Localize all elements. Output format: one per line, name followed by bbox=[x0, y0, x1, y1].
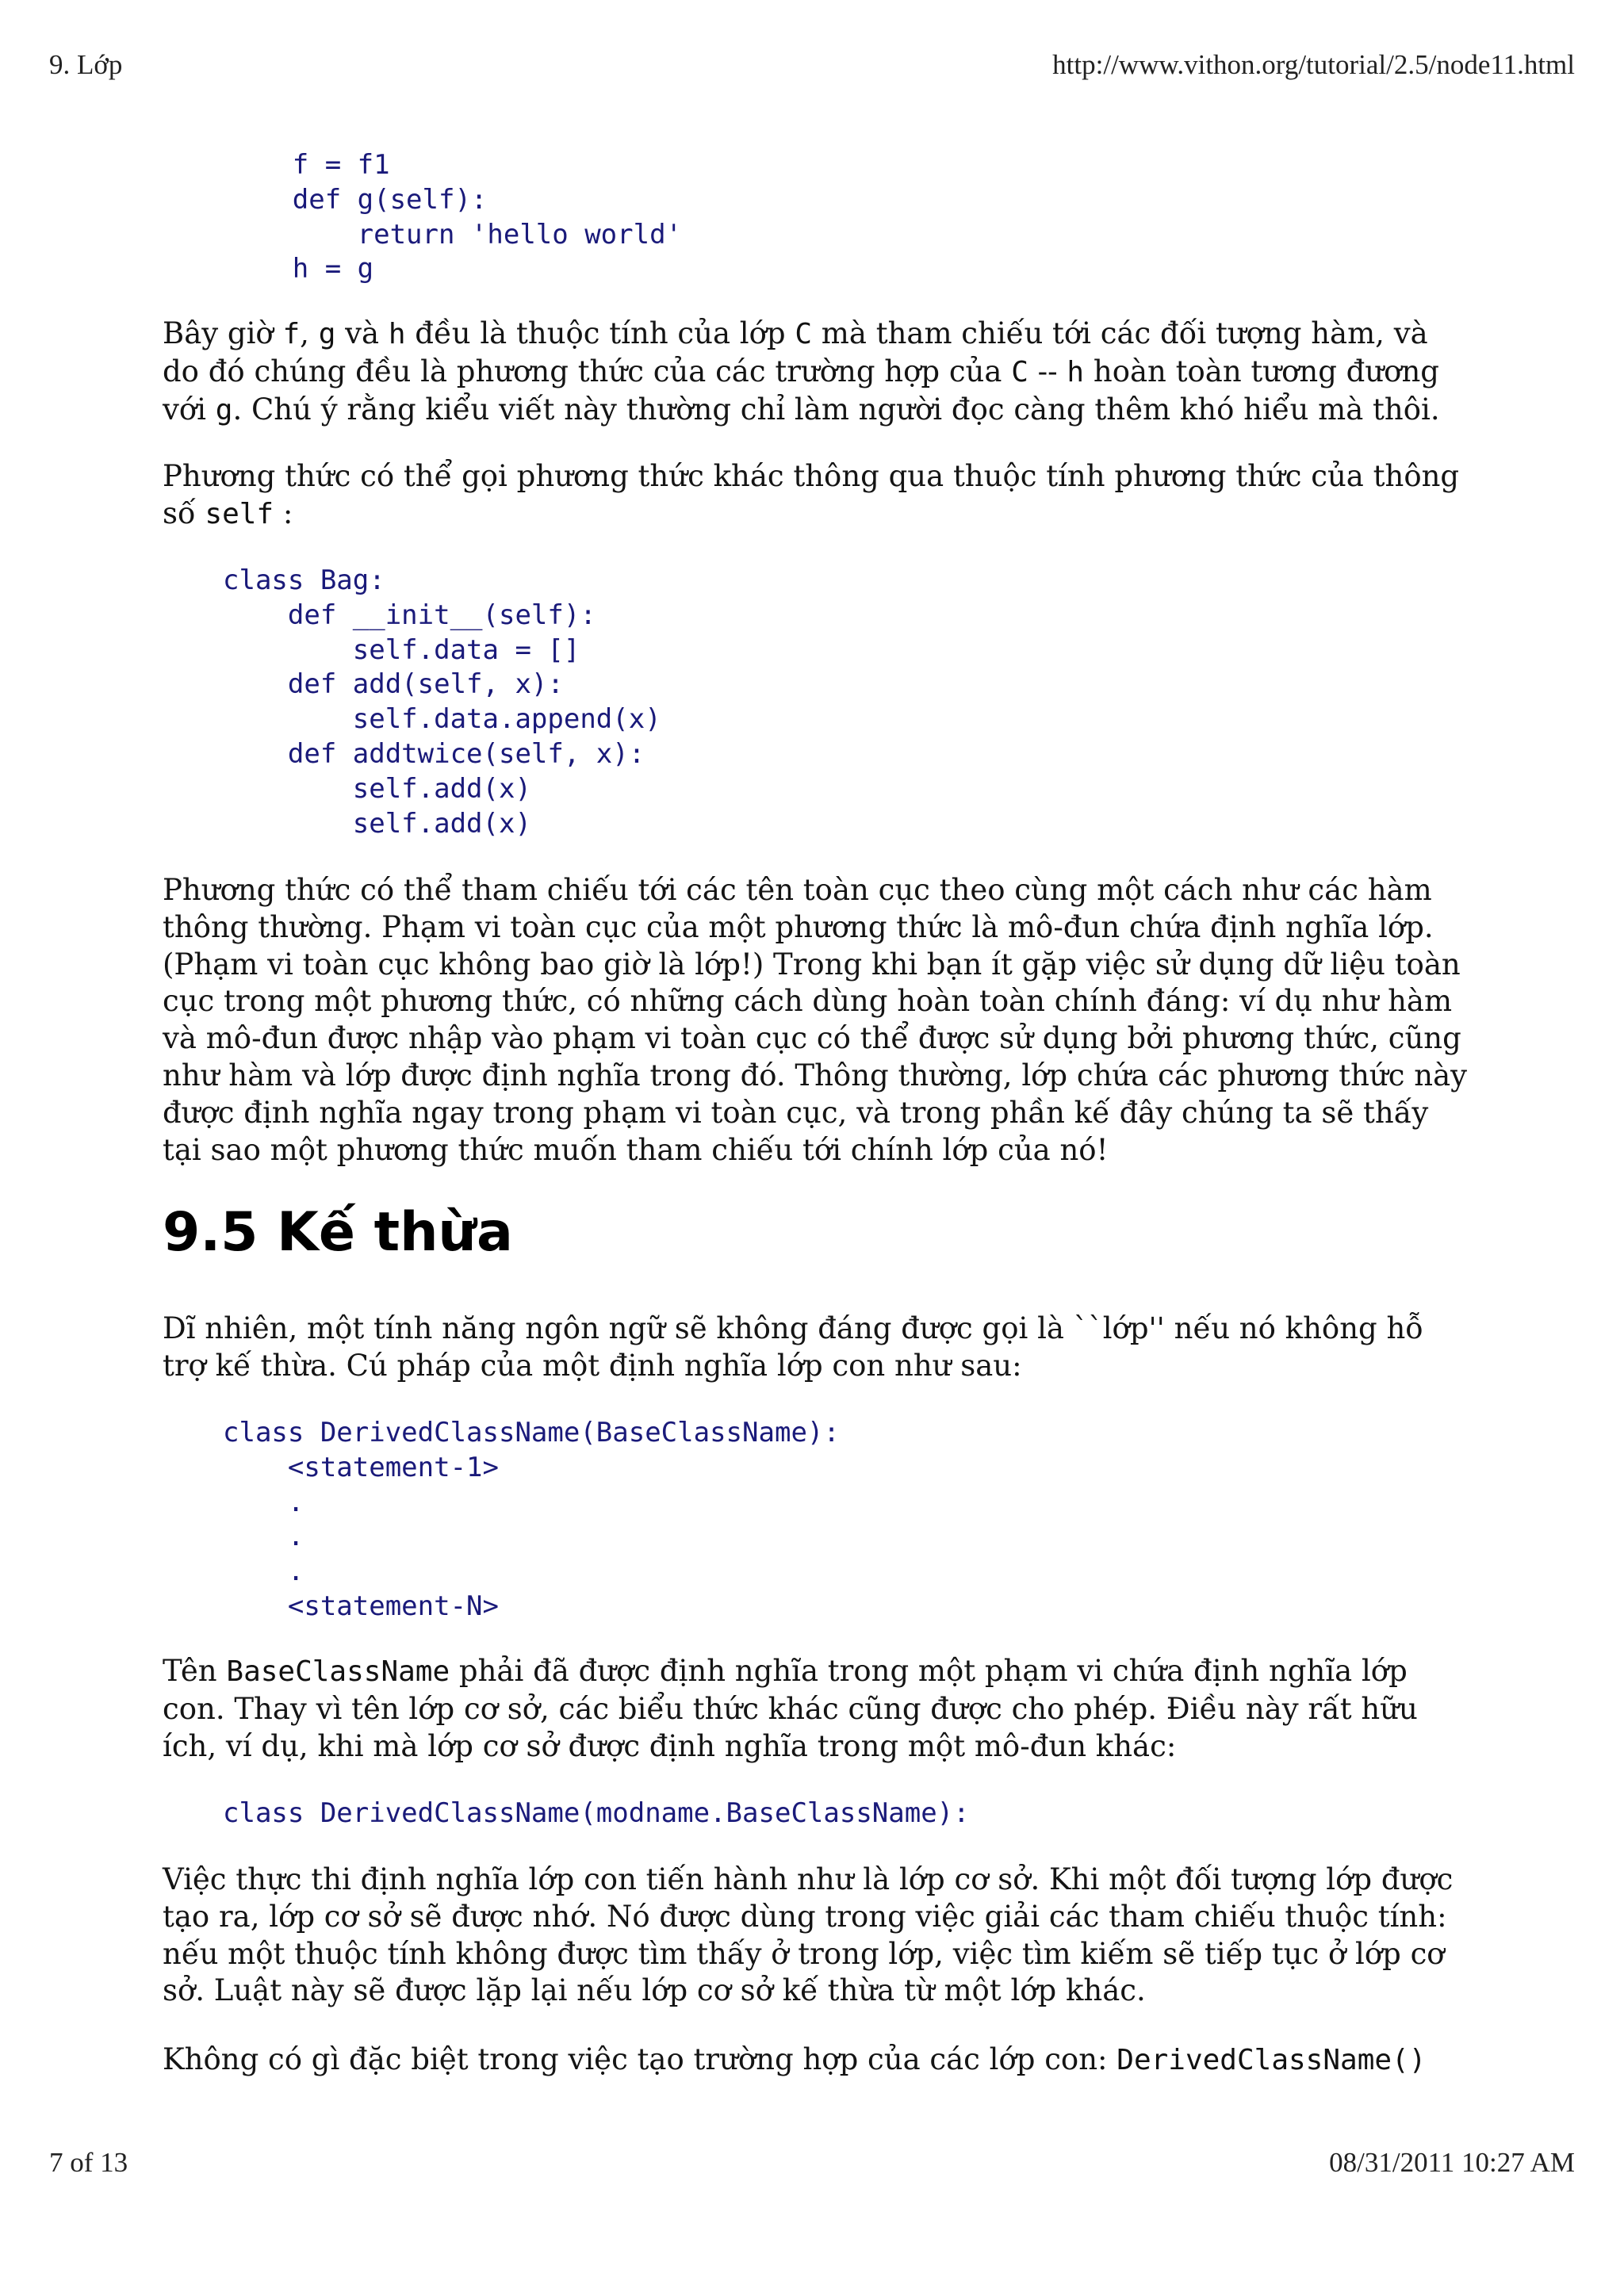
paragraph: Phương thức có thể gọi phương thức khác thông qua thuộc tính phương thức của thông số self : bbox=[163, 459, 1460, 530]
page-title: 9. Lớp bbox=[49, 49, 123, 80]
page-url: http://www.vithon.org/tutorial/2.5/node11.html bbox=[1052, 49, 1575, 80]
print-footer bbox=[49, 2147, 1575, 2179]
code-block: class Bag: def __init__(self): self.data = [] def add(self, x): self.data.append(x) def addtwice(self, x): self.add(x) self.add(x) bbox=[223, 564, 661, 840]
print-header bbox=[49, 49, 1575, 81]
code-block: class DerivedClassName(modname.BaseClassName): bbox=[223, 1797, 970, 1829]
paragraph: Phương thức có thể tham chiếu tới các tên toàn cục theo cùng một cách như các hàm thông thường. Phạm vi toàn cục của một phương thức là mô-đun chứa định nghĩa lớp. (Phạm vi toàn cục không bao giờ là lớp!) Trong khi bạn ít gặp việc sử dụng dữ liệu toàn cục trong một phương thức, có những cách dùng hoàn toàn chính đáng: ví dụ như hàm và mô-đun được nhập vào phạm vi toàn cục có thể được sử dụng bởi phương thức, cũng như hàm và lớp được định nghĩa trong đó. Thông thường, lớp chứa các phương thức này được định nghĩa ngay trong phạm vi toàn cục, và trong phần kế đây chúng ta sẽ thấy tại sao một phương thức muốn tham chiếu tới chính lớp của nó! bbox=[163, 873, 1468, 1167]
paragraph: Việc thực thi định nghĩa lớp con tiến hành như là lớp cơ sở. Khi một đối tượng lớp được tạo ra, lớp cơ sở sẽ được nhớ. Nó được dùng trong việc giải các tham chiếu thuộc tính: nếu một thuộc tính không được tìm thấy ở trong lớp, việc tìm kiếm sẽ tiếp tục ở lớp cơ sở. Luật này sẽ được lặp lại nếu lớp cơ sở kế thừa từ một lớp khác. bbox=[163, 1862, 1454, 2008]
page-number: 7 of 13 bbox=[49, 2147, 128, 2178]
paragraph: Không có gì đặc biệt trong việc tạo trường hợp của các lớp con: DerivedClassName() bbox=[163, 2042, 1427, 2076]
paragraph: Tên BaseClassName phải đã được định nghĩa trong một phạm vi chứa định nghĩa lớp con. Thay vì tên lớp cơ sở, các biểu thức khác cũng được cho phép. Điều này rất hữu ích, ví dụ, khi mà lớp cơ sở được định nghĩa trong một mô-đun khác: bbox=[163, 1654, 1418, 1763]
section-heading: 9.5 Kế thừa bbox=[163, 1201, 513, 1264]
print-timestamp: 08/31/2011 10:27 AM bbox=[1329, 2147, 1575, 2178]
code-block: f = f1 def g(self): return 'hello world' h = g bbox=[292, 149, 683, 285]
paragraph: Bây giờ f, g và h đều là thuộc tính của lớp C mà tham chiếu tới các đối tượng hàm, và do đó chúng đều là phương thức của các trường hợp của C -- h hoàn toàn tương đương với g. Chú ý rằng kiểu viết này thường chỉ làm người đọc càng thêm khó hiểu mà thôi. bbox=[163, 316, 1440, 427]
paragraph: Dĩ nhiên, một tính năng ngôn ngữ sẽ không đáng được gọi là ``lớp'' nếu nó không hỗ trợ kế thừa. Cú pháp của một định nghĩa lớp con như sau: bbox=[163, 1311, 1423, 1383]
code-block: class DerivedClassName(BaseClassName): <statement-1> . . . <statement-N> bbox=[223, 1417, 840, 1622]
